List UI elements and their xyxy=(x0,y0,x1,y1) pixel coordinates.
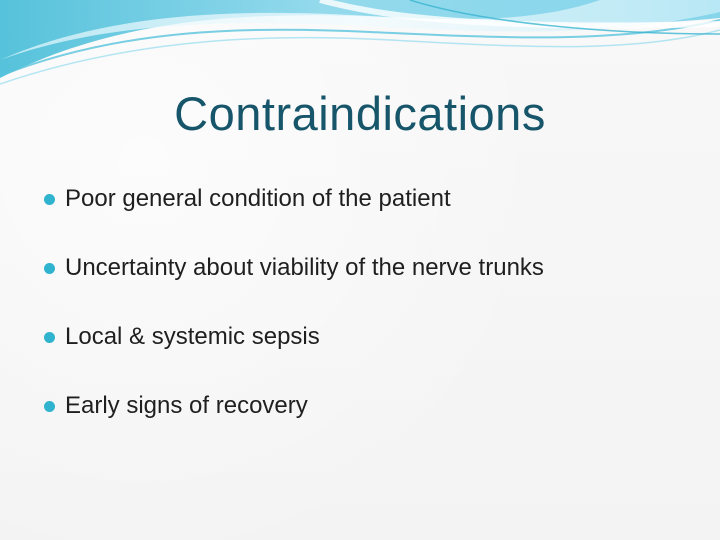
decorative-wave-header xyxy=(0,0,720,90)
bullet-dot-icon xyxy=(44,332,55,343)
bullet-dot-icon xyxy=(44,194,55,205)
bullet-list xyxy=(44,180,694,456)
bullet-item xyxy=(44,249,694,318)
bullet-text: Early signs of recovery xyxy=(65,392,308,419)
bullet-text: Poor general condition of the patient xyxy=(65,185,451,212)
bullet-item xyxy=(44,387,694,456)
bullet-text: Local & systemic sepsis xyxy=(65,323,320,350)
bullet-item xyxy=(44,318,694,387)
bullet-dot-icon xyxy=(44,263,55,274)
slide-title: Contraindications xyxy=(174,87,546,140)
bullet-dot-icon xyxy=(44,401,55,412)
bullet-text: Uncertainty about viability of the nerve trunks xyxy=(65,254,544,281)
bullet-item xyxy=(44,180,694,249)
